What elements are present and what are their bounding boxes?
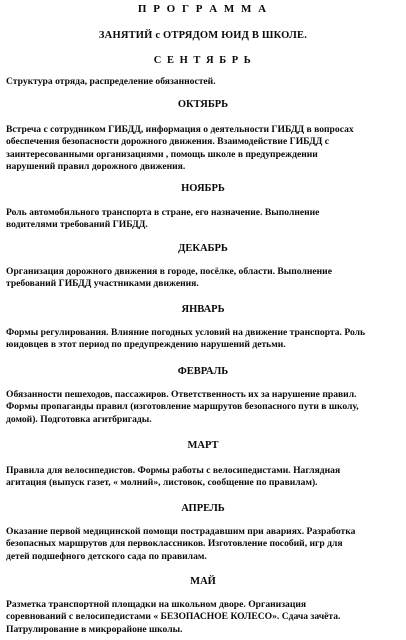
april-text [6, 526, 406, 563]
text-line: Разметка транспортной площадки на школьном дворе. Организация [6, 599, 307, 610]
february-text [6, 389, 406, 426]
text-line: безопасных маршрутов для первоклассников. Изготовление пособий, игр для [6, 538, 343, 550]
text-line: Обязанности пешеходов, пассажиров. Ответственность их за нарушение правил. [6, 389, 357, 400]
text-line: Формы пропаганды правил (изготовление маршрутов безопасного пути в школу, [6, 401, 359, 413]
text-line: обеспечения безопасности дорожного движения. Взаимодействие ГИБДД с [6, 136, 330, 148]
text-line: Правила для велосипедистов. Формы работы с велосипедистами. Наглядная [6, 465, 341, 476]
month-heading-february: ФЕВРАЛЬ [177, 366, 229, 377]
may-text [6, 599, 406, 636]
month-heading-march: МАРТ [187, 440, 219, 451]
month-heading-november: НОЯБРЬ [181, 183, 225, 194]
text-line: детей подшефного детского сада по правилам. [6, 550, 207, 562]
text-line: юидовцев в этот период по предупреждению нарушений детьми. [6, 339, 286, 351]
document-title: П Р О Г Р А М М А [137, 3, 269, 15]
text-line: Патрулирование в микрорайоне школы. [6, 623, 183, 635]
month-heading-april: АПРЕЛЬ [181, 503, 225, 514]
text-line: Встреча с сотрудником ГИБДД, информация о деятельности ГИБДД в вопросах [6, 124, 354, 135]
december-text [6, 266, 406, 291]
september-text [6, 76, 406, 88]
month-heading-september: С Е Н Т Я Б Р Ь [153, 55, 253, 66]
text-line: заинтересованными организациями , помощь школе в предупреждении [6, 148, 318, 160]
month-heading-may: МАЙ [190, 576, 216, 587]
text-line: Оказание первой медицинской помощи пострадавшим при авариях. Разработка [6, 526, 356, 537]
text-line: Роль автомобильного транспорта в стране, его назначение. Выполнение [6, 207, 320, 218]
text-line: нарушений правил дорожного движения. [6, 161, 186, 173]
january-text [6, 327, 406, 352]
october-text [6, 124, 406, 174]
text-line: Формы регулирования. Влияние погодных условий на движение транспорта. Роль [6, 327, 366, 338]
month-heading-october: ОКТЯБРЬ [177, 99, 229, 110]
text-line: соревнований с велосипедистами « БЕЗОПАСНОЕ КОЛЕСО». Сдача зачёта. [6, 611, 341, 623]
month-heading-december: ДЕКАБРЬ [178, 243, 228, 254]
november-text [6, 207, 406, 232]
text-line: домой). Подготовка агитбригады. [6, 413, 152, 425]
march-text [6, 465, 406, 490]
document-subtitle: ЗАНЯТИЙ с ОТРЯДОМ ЮИД В ШКОЛЕ. [98, 30, 308, 41]
month-heading-january: ЯНВАРЬ [181, 304, 225, 315]
text-line: Организация дорожного движения в городе, посёлке, области. Выполнение [6, 266, 332, 277]
text-line: водителями требований ГИБДД. [6, 219, 148, 231]
text-line: агитация (выпуск газет, « молний», листовок, сообщение по правилам). [6, 477, 318, 489]
text-line: Структура отряда, распределение обязанностей. [6, 76, 216, 87]
text-line: требований ГИБДД участниками движения. [6, 278, 199, 290]
